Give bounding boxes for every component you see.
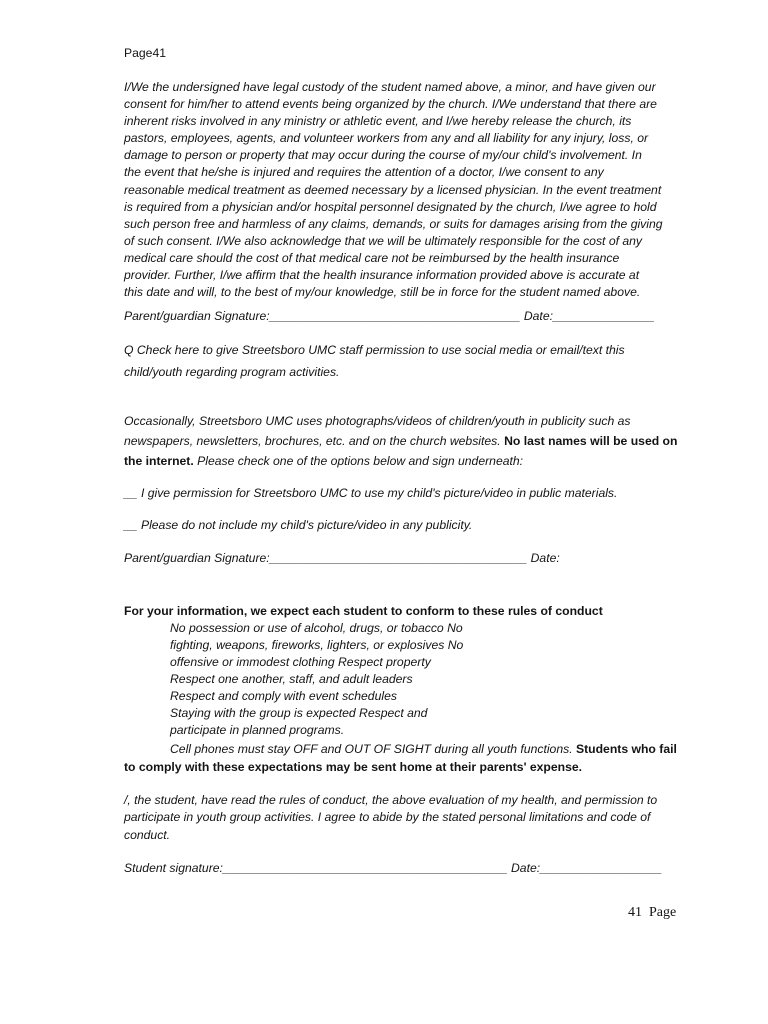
consent-line: of such consent. I/We also acknowledge that we will be ultimately responsible for the cost of any (124, 233, 643, 248)
photo-policy-paragraph (124, 411, 677, 471)
rule-item-text: Cell phones must stay OFF and OUT OF SIGHT during all youth functions. (170, 742, 573, 756)
consent-line: pastors, employees, agents, and volunteer workers from any and all liability for any injury, loss, or (124, 131, 649, 146)
consent-line: medical care should the cost of that medical care not be reimbursed by the health insurance (124, 250, 620, 265)
consent-line: such person free and harmless of any claims, demands, or suits for damages arising from the giving (124, 216, 663, 231)
rule-item: No possession or use of alcohol, drugs, or tobacco No (170, 621, 463, 635)
rule-item: Respect one another, staff, and adult leaders (170, 672, 413, 686)
consent-paragraph (124, 79, 663, 301)
photo-policy-text: Please check one of the options below and sign underneath: (197, 454, 524, 468)
rule-item: fighting, weapons, fireworks, lighters, or explosives No (170, 638, 464, 652)
rule-item: Staying with the group is expected Respect and (170, 706, 428, 720)
page-number: 41 (628, 905, 642, 920)
photo-policy-text: newspapers, newsletters, brochures, etc. and on the church websites. (124, 434, 501, 448)
page-label: Page41 (124, 46, 167, 60)
photo-policy-line (124, 431, 677, 451)
photo-policy-emphasis: the internet. (124, 454, 194, 468)
consent-line: provider. Further, I/we affirm that the health insurance information provided above is accurate at (124, 268, 640, 283)
page-footer (628, 905, 676, 921)
social-media-checkbox-line[interactable]: Q Check here to give Streetsboro UMC staff permission to use social media or email/text this (124, 343, 625, 357)
consent-line: the event that he/she is injured and requires the attention of a doctor, I/we consent to any (124, 165, 604, 180)
student-signature-line[interactable]: Student signature:__________________________________________ Date:__________________ (124, 861, 663, 875)
photo-policy-line (124, 451, 677, 471)
agreement-line: /, the student, have read the rules of conduct, the above evaluation of my health, and permission to (124, 793, 658, 807)
social-media-permission (124, 340, 625, 382)
rule-item-emphasis: Students who fail (575, 742, 677, 756)
rules-closing: to comply with these expectations may be sent home at their parents' expense. (124, 760, 583, 774)
consent-line: reasonable medical treatment as deemed necessary by a licensed physician. In the event treatment (124, 182, 662, 197)
student-agreement (124, 792, 657, 844)
photo-policy-emphasis: No last names will be used on (504, 434, 678, 448)
document-page (124, 0, 690, 1024)
photo-permission-option-no[interactable]: __ Please do not include my child's picture/video in any publicity. (124, 518, 473, 532)
page-word: Page (649, 905, 677, 920)
consent-line: is required from a physician and/or hospital personnel designated by the church, I/we agree to hold (124, 199, 657, 214)
consent-line: I/We the undersigned have legal custody of the student named above, a minor, and have given our (124, 80, 656, 94)
consent-line: damage to person or property that may occur during the course of my/our child's involvement. In (124, 148, 642, 163)
photo-permission-option-yes[interactable]: __ I give permission for Streetsboro UMC to use my child's picture/video in public materials. (124, 486, 618, 500)
parent-signature-line-photo[interactable]: Parent/guardian Signature:______________________________________ Date: (124, 551, 560, 565)
consent-line: consent for him/her to attend events being organized by the church. I/We understand that there are (124, 97, 657, 112)
consent-line: inherent risks involved in any ministry or athletic event, and I/we hereby release the church, its (124, 114, 632, 129)
rule-item: Respect and comply with event schedules (170, 689, 397, 703)
agreement-line: participate in youth group activities. I agree to abide by the stated personal limitations and code of (124, 810, 651, 825)
rule-item: participate in planned programs. (170, 723, 345, 737)
rule-item: offensive or immodest clothing Respect property (170, 655, 431, 669)
rule-item-phones (170, 742, 677, 756)
rules-heading: For your information, we expect each student to conform to these rules of conduct (124, 604, 603, 618)
photo-policy-line: Occasionally, Streetsboro UMC uses photographs/videos of children/youth in publicity such as (124, 414, 631, 428)
parent-signature-line-consent[interactable]: Parent/guardian Signature:_____________________________________ Date:_______________ (124, 309, 655, 323)
agreement-line: conduct. (124, 827, 171, 842)
consent-line: this date and will, to the best of my/our knowledge, still be in force for the student named above. (124, 285, 641, 300)
rules-list (170, 620, 463, 739)
social-media-line: child/youth regarding program activities. (124, 365, 340, 379)
